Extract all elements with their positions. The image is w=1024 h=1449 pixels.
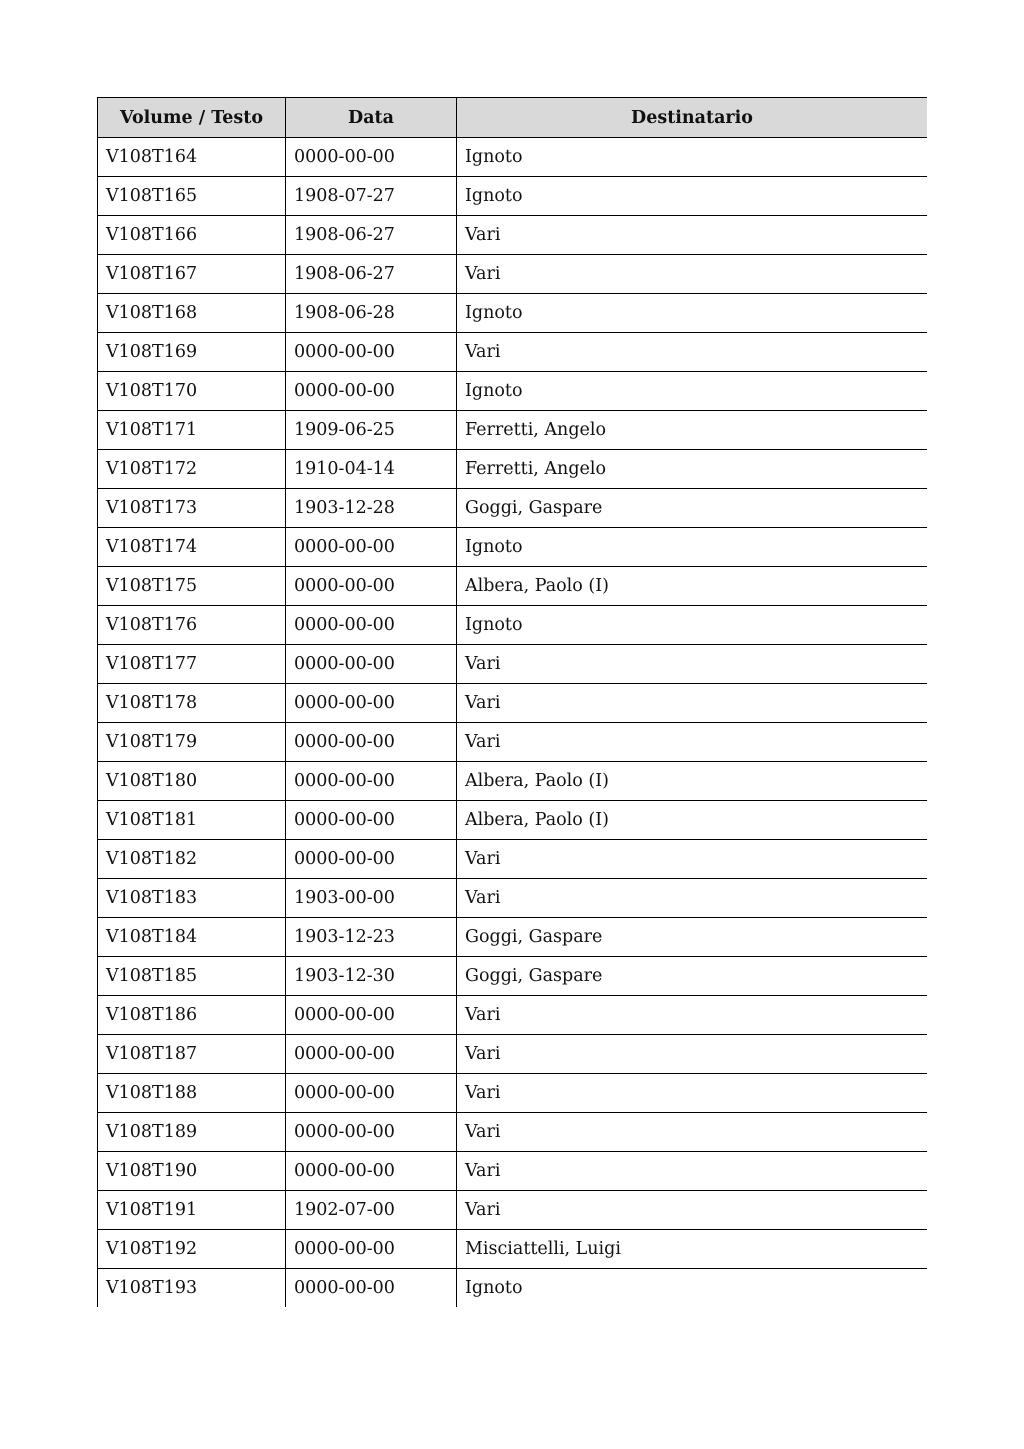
cell-data: 0000-00-00 xyxy=(286,762,457,801)
table-row xyxy=(98,1035,928,1074)
cell-destinatario: Vari xyxy=(457,1074,928,1113)
cell-data: 0000-00-00 xyxy=(286,528,457,567)
table-row xyxy=(98,1152,928,1191)
cell-volume-testo: V108T167 xyxy=(98,255,286,294)
cell-data: 0000-00-00 xyxy=(286,1152,457,1191)
cell-volume-testo: V108T176 xyxy=(98,606,286,645)
table-row xyxy=(98,528,928,567)
cell-destinatario: Vari xyxy=(457,723,928,762)
cell-volume-testo: V108T173 xyxy=(98,489,286,528)
table-row xyxy=(98,1269,928,1308)
table-row xyxy=(98,996,928,1035)
cell-data: 1903-00-00 xyxy=(286,879,457,918)
cell-data: 1903-12-28 xyxy=(286,489,457,528)
cell-destinatario: Ignoto xyxy=(457,372,928,411)
table-row xyxy=(98,567,928,606)
cell-data: 0000-00-00 xyxy=(286,1230,457,1269)
cell-destinatario: Vari xyxy=(457,255,928,294)
cell-destinatario: Vari xyxy=(457,996,928,1035)
cell-destinatario: Ignoto xyxy=(457,138,928,177)
cell-destinatario: Ignoto xyxy=(457,606,928,645)
cell-volume-testo: V108T193 xyxy=(98,1269,286,1308)
cell-volume-testo: V108T185 xyxy=(98,957,286,996)
table-row xyxy=(98,216,928,255)
cell-volume-testo: V108T188 xyxy=(98,1074,286,1113)
cell-destinatario: Albera, Paolo (I) xyxy=(457,567,928,606)
cell-data: 0000-00-00 xyxy=(286,1074,457,1113)
cell-volume-testo: V108T169 xyxy=(98,333,286,372)
table-row xyxy=(98,1191,928,1230)
cell-volume-testo: V108T184 xyxy=(98,918,286,957)
cell-data: 1909-06-25 xyxy=(286,411,457,450)
cell-destinatario: Vari xyxy=(457,840,928,879)
cell-data: 0000-00-00 xyxy=(286,1113,457,1152)
cell-destinatario: Goggi, Gaspare xyxy=(457,957,928,996)
cell-destinatario: Ferretti, Angelo xyxy=(457,411,928,450)
cell-destinatario: Goggi, Gaspare xyxy=(457,489,928,528)
table-row xyxy=(98,489,928,528)
cell-volume-testo: V108T179 xyxy=(98,723,286,762)
cell-data: 0000-00-00 xyxy=(286,372,457,411)
letters-table xyxy=(97,97,927,1307)
cell-volume-testo: V108T170 xyxy=(98,372,286,411)
table-row xyxy=(98,684,928,723)
table-row xyxy=(98,450,928,489)
cell-volume-testo: V108T166 xyxy=(98,216,286,255)
cell-destinatario: Ignoto xyxy=(457,1269,928,1308)
cell-data: 0000-00-00 xyxy=(286,684,457,723)
cell-volume-testo: V108T189 xyxy=(98,1113,286,1152)
cell-volume-testo: V108T190 xyxy=(98,1152,286,1191)
cell-data: 0000-00-00 xyxy=(286,645,457,684)
header-destinatario: Destinatario xyxy=(457,98,928,138)
cell-destinatario: Vari xyxy=(457,879,928,918)
cell-data: 1902-07-00 xyxy=(286,1191,457,1230)
cell-data: 0000-00-00 xyxy=(286,333,457,372)
cell-volume-testo: V108T180 xyxy=(98,762,286,801)
table-row xyxy=(98,840,928,879)
cell-data: 1903-12-30 xyxy=(286,957,457,996)
cell-volume-testo: V108T186 xyxy=(98,996,286,1035)
cell-destinatario: Vari xyxy=(457,684,928,723)
cell-volume-testo: V108T178 xyxy=(98,684,286,723)
table-row xyxy=(98,918,928,957)
table-row xyxy=(98,762,928,801)
cell-data: 0000-00-00 xyxy=(286,606,457,645)
cell-volume-testo: V108T172 xyxy=(98,450,286,489)
cell-destinatario: Ignoto xyxy=(457,177,928,216)
table-header xyxy=(98,98,928,138)
document-table-container xyxy=(97,97,927,1312)
cell-destinatario: Albera, Paolo (I) xyxy=(457,762,928,801)
cell-volume-testo: V108T175 xyxy=(98,567,286,606)
cell-destinatario: Vari xyxy=(457,216,928,255)
cell-data: 0000-00-00 xyxy=(286,567,457,606)
cell-data: 1903-12-23 xyxy=(286,918,457,957)
cell-destinatario: Vari xyxy=(457,333,928,372)
table-row xyxy=(98,1230,928,1269)
header-volume-testo: Volume / Testo xyxy=(98,98,286,138)
cell-volume-testo: V108T164 xyxy=(98,138,286,177)
cell-volume-testo: V108T181 xyxy=(98,801,286,840)
header-data: Data xyxy=(286,98,457,138)
cell-volume-testo: V108T174 xyxy=(98,528,286,567)
cell-volume-testo: V108T182 xyxy=(98,840,286,879)
table-row xyxy=(98,606,928,645)
table-row xyxy=(98,372,928,411)
cell-data: 1908-06-27 xyxy=(286,255,457,294)
cell-data: 1910-04-14 xyxy=(286,450,457,489)
cell-data: 0000-00-00 xyxy=(286,1269,457,1308)
table-row xyxy=(98,1113,928,1152)
table-row xyxy=(98,255,928,294)
cell-volume-testo: V108T191 xyxy=(98,1191,286,1230)
cell-data: 0000-00-00 xyxy=(286,723,457,762)
cell-destinatario: Vari xyxy=(457,1035,928,1074)
cell-volume-testo: V108T183 xyxy=(98,879,286,918)
cell-volume-testo: V108T192 xyxy=(98,1230,286,1269)
table-row xyxy=(98,645,928,684)
cell-destinatario: Ignoto xyxy=(457,528,928,567)
cell-destinatario: Vari xyxy=(457,645,928,684)
cell-data: 0000-00-00 xyxy=(286,840,457,879)
cell-destinatario: Ferretti, Angelo xyxy=(457,450,928,489)
table-row xyxy=(98,801,928,840)
cell-destinatario: Ignoto xyxy=(457,294,928,333)
header-row xyxy=(98,98,928,138)
cell-destinatario: Vari xyxy=(457,1191,928,1230)
table-row xyxy=(98,879,928,918)
cell-data: 1908-06-27 xyxy=(286,216,457,255)
cell-data: 0000-00-00 xyxy=(286,996,457,1035)
cell-volume-testo: V108T171 xyxy=(98,411,286,450)
cell-data: 0000-00-00 xyxy=(286,1035,457,1074)
table-body xyxy=(98,138,928,1308)
cell-destinatario: Goggi, Gaspare xyxy=(457,918,928,957)
table-row xyxy=(98,177,928,216)
cell-volume-testo: V108T187 xyxy=(98,1035,286,1074)
cell-data: 0000-00-00 xyxy=(286,801,457,840)
table-row xyxy=(98,333,928,372)
table-row xyxy=(98,957,928,996)
cell-volume-testo: V108T168 xyxy=(98,294,286,333)
cell-destinatario: Vari xyxy=(457,1113,928,1152)
cell-destinatario: Misciattelli, Luigi xyxy=(457,1230,928,1269)
cell-destinatario: Vari xyxy=(457,1152,928,1191)
cell-volume-testo: V108T165 xyxy=(98,177,286,216)
table-row xyxy=(98,138,928,177)
table-row xyxy=(98,411,928,450)
cell-volume-testo: V108T177 xyxy=(98,645,286,684)
table-row xyxy=(98,1074,928,1113)
cell-data: 1908-06-28 xyxy=(286,294,457,333)
table-row xyxy=(98,723,928,762)
cell-destinatario: Albera, Paolo (I) xyxy=(457,801,928,840)
cell-data: 1908-07-27 xyxy=(286,177,457,216)
table-row xyxy=(98,294,928,333)
cell-data: 0000-00-00 xyxy=(286,138,457,177)
